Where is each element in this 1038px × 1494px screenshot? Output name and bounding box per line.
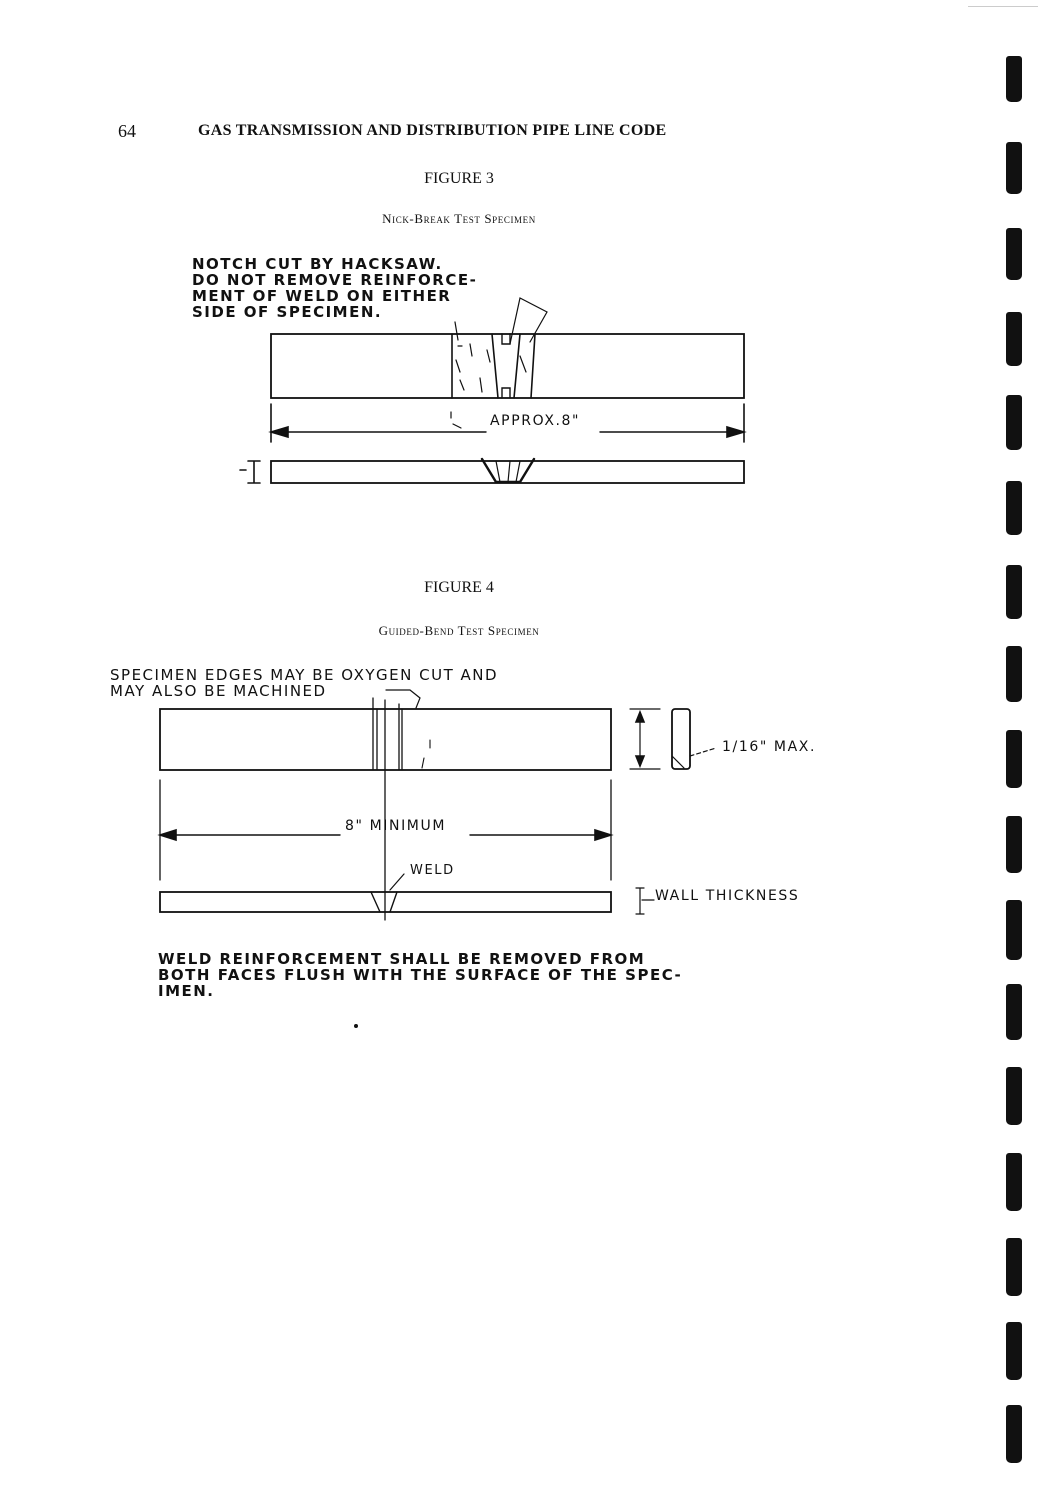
figure-4-label: FIGURE 4	[424, 579, 494, 596]
binding-mark	[1006, 816, 1022, 873]
wall-thickness-label: WALL THICKNESS	[655, 888, 800, 904]
binding-mark	[1006, 900, 1022, 960]
figure-3-caption: Nick-Break Test Specimen	[382, 211, 536, 226]
ink-speck	[354, 1024, 358, 1028]
running-head: GAS TRANSMISSION AND DISTRIBUTION PIPE LINE CODE	[198, 122, 667, 139]
figure-4-bottom-note-line: IMEN.	[158, 982, 215, 1000]
binding-mark	[1006, 56, 1022, 102]
binding-mark	[1006, 1067, 1022, 1125]
length-label: 8" MINIMUM	[345, 818, 447, 834]
binding-mark	[1006, 565, 1022, 619]
page-number: 64	[118, 121, 136, 141]
figure-3-note-line: NOTCH CUT BY HACKSAW.	[192, 255, 443, 273]
binding-mark	[1006, 1238, 1022, 1296]
figure-4-bottom-note-line: BOTH FACES FLUSH WITH THE SURFACE OF THE SPEC-	[158, 966, 683, 984]
binding-mark	[1006, 1153, 1022, 1211]
figure-3-note-line: MENT OF WELD ON EITHER	[192, 287, 452, 305]
figure-4-top-note-line: SPECIMEN EDGES MAY BE OXYGEN CUT AND	[110, 666, 499, 684]
binding-mark	[1006, 1322, 1022, 1380]
binding-mark	[1006, 646, 1022, 702]
binding-mark	[1006, 142, 1022, 194]
binding-mark	[1006, 1405, 1022, 1463]
figure-4-caption: Guided-Bend Test Specimen	[378, 623, 540, 638]
nick-break-specimen-plan	[271, 298, 744, 398]
binding-mark	[1006, 395, 1022, 450]
figure-3-note-line: SIDE OF SPECIMEN.	[192, 303, 383, 321]
nick-break-specimen-edge-view	[240, 459, 744, 483]
weld-label: WELD	[410, 863, 455, 878]
binding-mark	[1006, 481, 1022, 535]
eight-inch-minimum-dimension-line	[160, 700, 611, 920]
binding-mark	[1006, 730, 1022, 788]
edge-callout-label: 1/16" MAX.	[722, 739, 817, 755]
figure-4-bottom-note-line: WELD REINFORCEMENT SHALL BE REMOVED FROM	[158, 950, 646, 968]
binding-mark	[1006, 312, 1022, 366]
guided-bend-specimen-end-view	[630, 709, 716, 769]
binding-mark	[1006, 984, 1022, 1040]
figure-3-note-line: DO NOT REMOVE REINFORCE-	[192, 271, 478, 289]
figure-4-top-note-line: MAY ALSO BE MACHINED	[110, 682, 327, 700]
binding-mark	[1006, 228, 1022, 280]
approx-8-dimension-line	[271, 404, 744, 442]
guided-bend-specimen-edge-view	[160, 874, 654, 914]
figure-3-label: FIGURE 3	[424, 170, 494, 187]
figure-3-dimension-label: APPROX.8"	[490, 413, 581, 429]
